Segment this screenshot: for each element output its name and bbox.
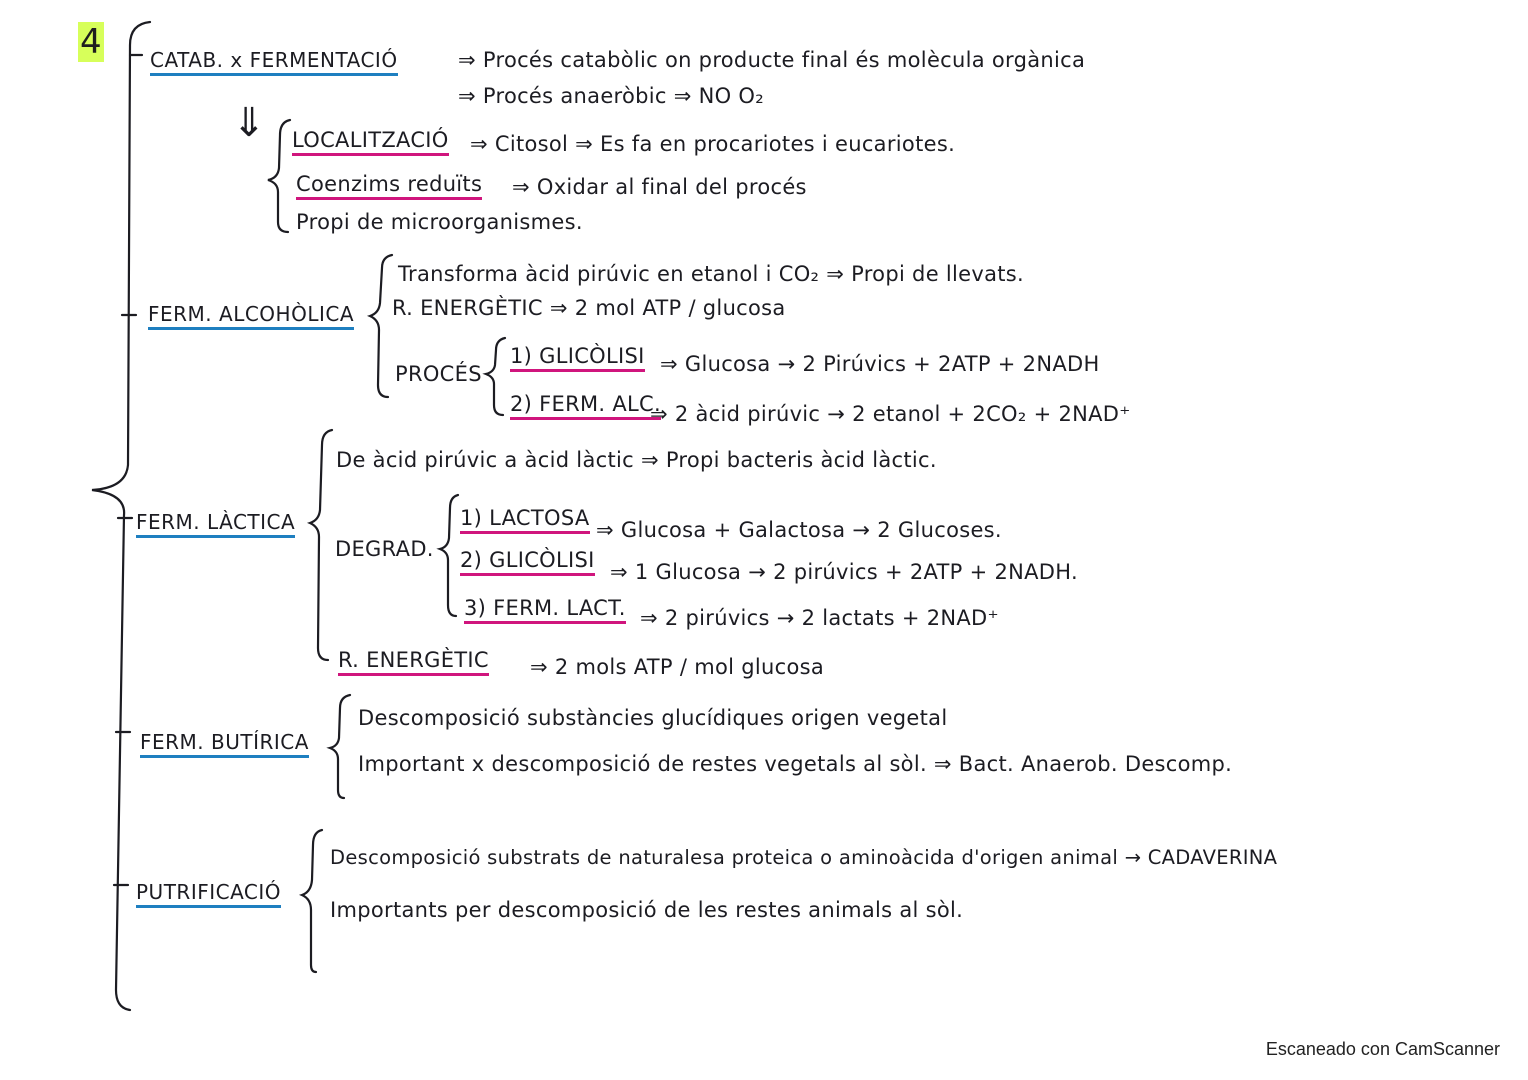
proces-label: PROCÉS [395, 362, 482, 386]
propi-text: Propi de microorganismes. [296, 210, 583, 234]
localitzacio-text: ⇒ Citosol ⇒ Es fa en procariotes i eucariotes. [470, 132, 956, 156]
butirica-line-1: Descomposició substàncies glucídiques origen vegetal [358, 706, 948, 730]
putrificacio-line-1: Descomposició substrats de naturalesa proteica o aminoàcida d'origen animal → CADAVERINA [330, 846, 1278, 869]
alcoholica-heading: FERM. ALCOHÒLICA [148, 302, 354, 326]
alcoholica-step-1-text: ⇒ Glucosa → 2 Pirúvics + 2ATP + 2NADH [660, 352, 1100, 376]
lactica-energetic-label: R. ENERGÈTIC [338, 648, 489, 672]
lactica-line-1: De àcid pirúvic a àcid làctic ⇒ Propi bacteris àcid làctic. [336, 448, 937, 472]
putrificacio-line-2: Importants per descomposició de les restes animals al sòl. [330, 898, 964, 922]
lactica-heading: FERM. LÀCTICA [136, 510, 295, 534]
localitzacio-label: LOCALITZACIÓ [292, 128, 449, 152]
lactica-step-2-label: 2) GLICÒLISI [460, 548, 595, 572]
camscanner-watermark: Escaneado con CamScanner [1265, 1039, 1500, 1059]
lactica-step-2-text: ⇒ 1 Glucosa → 2 pirúvics + 2ATP + 2NADH. [610, 560, 1078, 584]
putrificacio-heading: PUTRIFICACIÓ [136, 880, 281, 904]
alcoholica-step-2-label: 2) FERM. ALC. [510, 392, 661, 416]
lactica-step-1-text: ⇒ Glucosa + Galactosa → 2 Glucoses. [596, 518, 1002, 542]
lactica-step-3-label: 3) FERM. LACT. [464, 596, 626, 620]
alcoholica-step-2-text: ⇒ 2 àcid pirúvic → 2 etanol + 2CO₂ + 2NAD⁺ [650, 402, 1131, 426]
coenzims-label: Coenzims reduïts [296, 172, 482, 196]
butirica-heading: FERM. BUTÍRICA [140, 730, 309, 754]
down-arrow-icon: ⇓ [232, 100, 266, 146]
alcoholica-line-1: Transforma àcid pirúvic en etanol i CO₂ ⇒ Propi de llevats. [398, 262, 1025, 286]
lactica-step-1-label: 1) LACTOSA [460, 506, 590, 530]
catab-line-2: ⇒ Procés anaeròbic ⇒ NO O₂ [458, 84, 764, 108]
alcoholica-line-2: R. ENERGÈTIC ⇒ 2 mol ATP / glucosa [392, 296, 786, 320]
degrad-label: DEGRAD. [335, 537, 434, 561]
lactica-step-3-text: ⇒ 2 pirúvics → 2 lactats + 2NAD⁺ [640, 606, 999, 630]
alcoholica-step-1-label: 1) GLICÒLISI [510, 344, 645, 368]
coenzims-text: ⇒ Oxidar al final del procés [512, 175, 807, 199]
catab-heading: CATAB. x FERMENTACIÓ [150, 48, 398, 72]
page-number: 4 [80, 22, 102, 62]
butirica-line-2: Important x descomposició de restes vegetals al sòl. ⇒ Bact. Anaerob. Descomp. [358, 752, 1233, 776]
lactica-energetic-text: ⇒ 2 mols ATP / mol glucosa [530, 655, 825, 679]
catab-line-1: ⇒ Procés catabòlic on producte final és molècula orgànica [458, 48, 1086, 72]
